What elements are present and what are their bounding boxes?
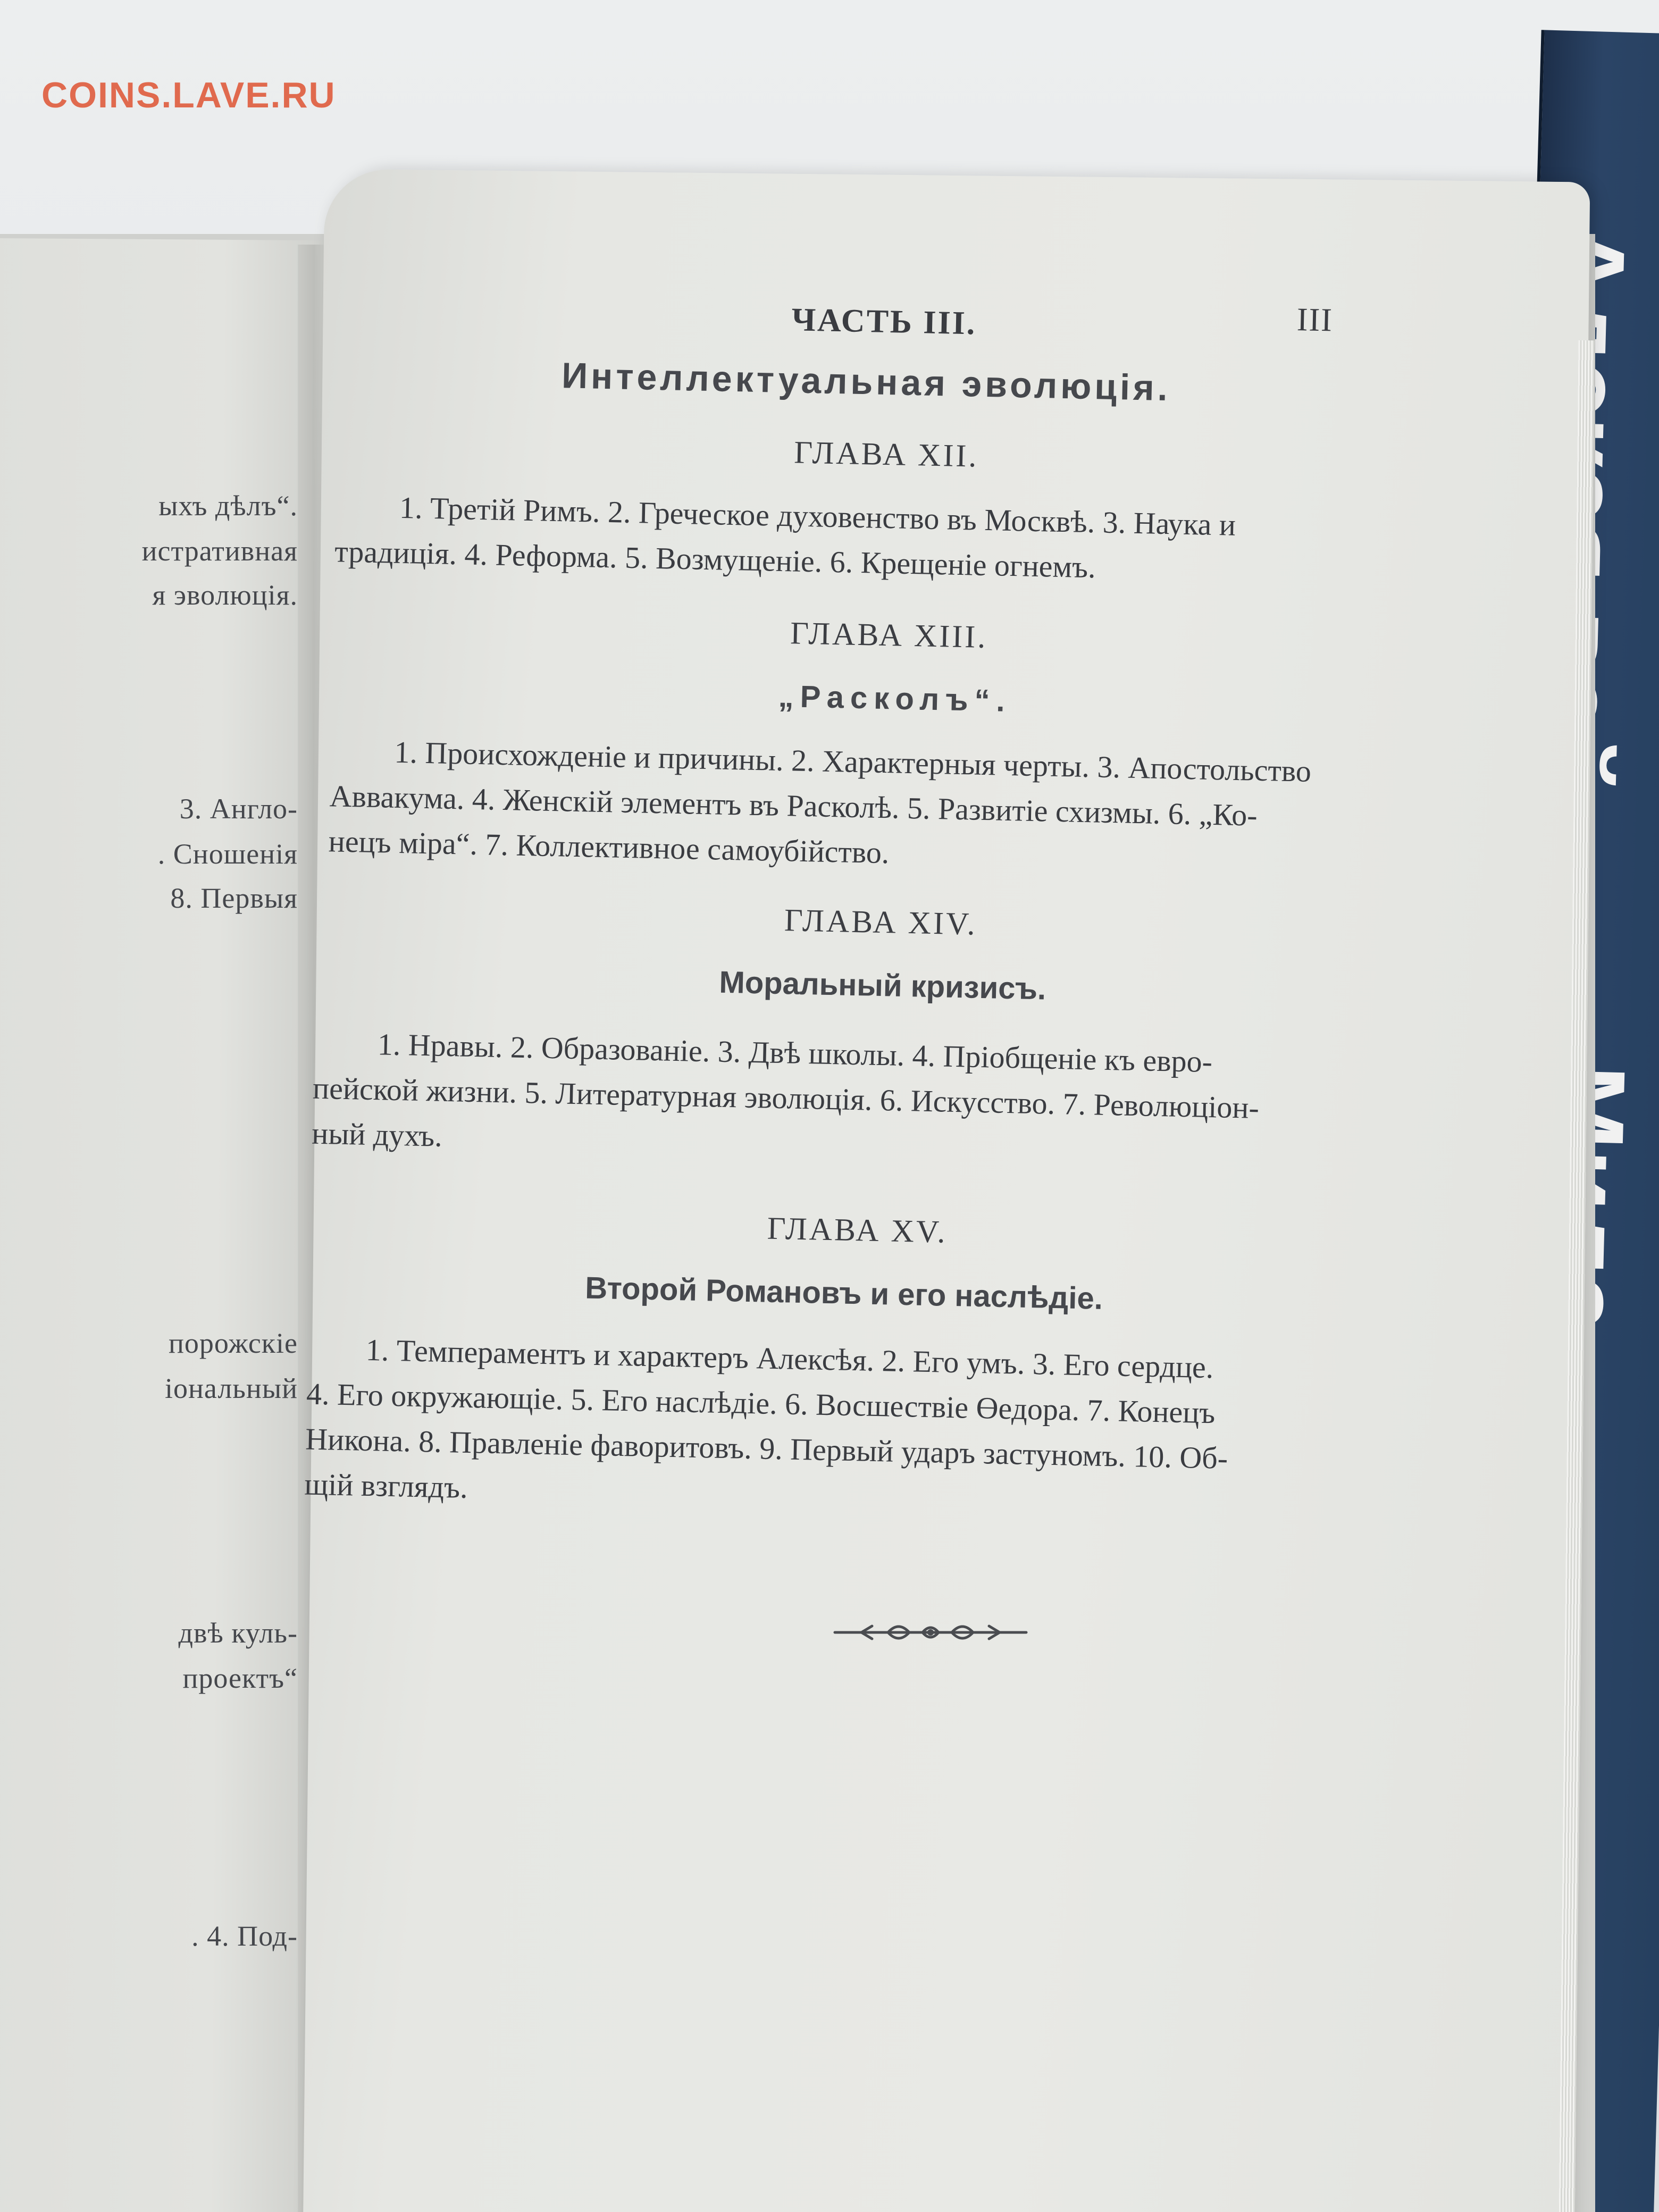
chapter-text-line: пейской жизни. 5. Литературная эволюція. 6. Искусство. 7. Революціон- <box>312 1070 1260 1125</box>
chapter-text-line: щій взглядъ. <box>304 1467 468 1505</box>
left-page-line: ыхъ дѣлъ“. <box>158 490 298 522</box>
chapter-text-line: Никона. 8. Правленіе фаворитовъ. 9. Первый ударъ застуномъ. 10. Об- <box>305 1421 1228 1476</box>
left-page-line: 8. Первыя <box>170 882 298 914</box>
chapter-subtitle: Моральный кризисъ. <box>718 965 1046 1007</box>
chapter-text-line: 1. Темпераментъ и характеръ Алексѣя. 2. Его умъ. 3. Его сердце. <box>365 1332 1214 1385</box>
chapter-text-line: Аввакума. 4. Женскій элементъ въ Расколѣ. 5. Развитіе схизмы. 6. „Ко- <box>329 778 1258 833</box>
left-page-line: . Сношенія <box>157 838 298 870</box>
chapter-subtitle: Второй Романовъ и его наслѣдіе. <box>584 1270 1103 1316</box>
chapter-text-line: 4. Его окружающіе. 5. Его наслѣдіе. 6. Восшествіе Өедора. 7. Конецъ <box>306 1376 1216 1430</box>
left-page-line: . 4. Под- <box>191 1920 298 1952</box>
chapter-heading: ГЛАВА XIII. <box>790 615 988 655</box>
chapter-heading: ГЛАВА XII. <box>793 434 979 474</box>
section-title: Интеллектуальная эволюція. <box>561 355 1171 409</box>
chapter-heading: ГЛАВА XV. <box>767 1210 948 1250</box>
left-page-line: я эволюція. <box>152 579 298 611</box>
left-page-line: истративная <box>141 535 298 567</box>
left-page-line: двѣ куль- <box>178 1617 298 1649</box>
chapter-heading: ГЛАВА XIV. <box>784 902 978 942</box>
left-page-line: іональный <box>165 1372 298 1404</box>
chapter-text-line: ный духъ. <box>311 1116 443 1153</box>
chapter-text-line: 1. Происхожденіе и причины. 2. Характерныя черты. 3. Апостольство <box>393 734 1312 789</box>
left-page-line: порожскіе <box>168 1327 298 1359</box>
chapter-text-line: 1. Третій Римъ. 2. Греческое духовенство въ Москвѣ. 3. Наука и <box>399 490 1236 542</box>
page-number: III <box>1296 301 1334 339</box>
left-page-line: 3. Англо- <box>179 793 298 825</box>
chapter-text-line: нецъ міра“. 7. Коллективное самоубійство. <box>328 824 890 870</box>
ornament-icon <box>830 1616 1032 1648</box>
part-heading: ЧАСТЬ III. <box>791 301 977 342</box>
chapter-text-line: традиція. 4. Реформа. 5. Возмущеніе. 6. Крещеніе огнемъ. <box>334 534 1096 585</box>
chapter-subtitle: „Расколъ“. <box>778 678 1012 719</box>
left-page-line: проектъ“ <box>182 1662 298 1694</box>
chapter-text-line: 1. Нравы. 2. Образованіе. 3. Двѣ школы. 4. Пріобщеніе къ евро- <box>377 1027 1213 1079</box>
watermark: COINS.LAVE.RU <box>41 75 336 115</box>
right-page <box>303 169 1590 2212</box>
